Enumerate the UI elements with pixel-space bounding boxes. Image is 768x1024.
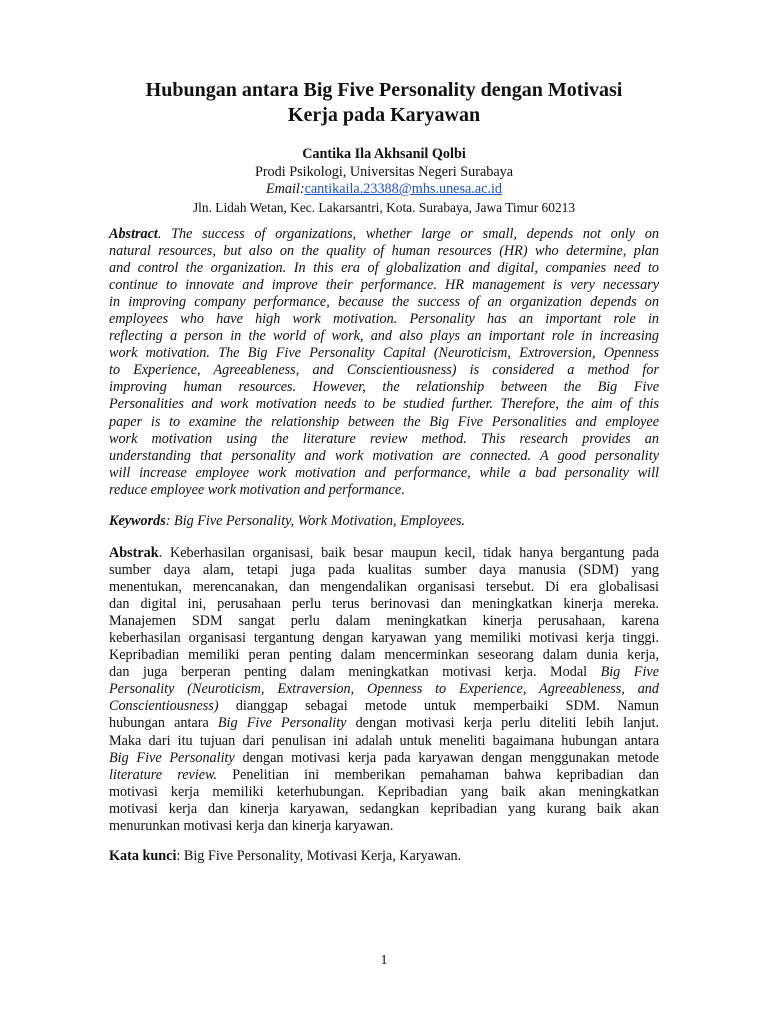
abstract-en-line: continue to innovate and improve their performance. HR management is very necessary xyxy=(109,277,659,294)
abstract-id-line: dan digital ini, perusahaan perlu terus berinovasi dan meningkatkan kinerja mereka. xyxy=(109,596,659,613)
keywords-id-label: Kata kunci xyxy=(109,848,177,864)
abstract-id-line: menentukan, merencanakan, dan mengendalikan organisasi tersebut. Di era globalisasi xyxy=(109,579,659,596)
abstract-id-line: Abstrak. Keberhasilan organisasi, baik besar maupun kecil, tidak hanya bergantung pada xyxy=(109,545,659,561)
email-label: Email: xyxy=(265,181,305,197)
abstract-en-label: Abstract xyxy=(109,226,158,242)
abstract-id-line: motivasi kerja dan kinerja karyawan, sedangkan kepribadian yang kurang baik akan xyxy=(109,800,659,817)
abstract-indonesian xyxy=(109,545,659,835)
abstract-id-line: menurunkan motivasi kerja dan kinerja karyawan. xyxy=(109,817,394,834)
abstract-en-line: employees who have high work motivation. Personality has an important role in xyxy=(109,311,659,328)
abstract-id-line: sumber daya alam, tetapi juga pada kualitas sumber daya manusia (SDM) yang xyxy=(109,562,659,579)
author-name: Cantika Ila Akhsanil Qolbi xyxy=(302,146,466,162)
abstract-id-line: Big Five Personality dengan motivasi kerja pada karyawan dengan menggunakan metode xyxy=(109,749,659,766)
keywords-id-text: : Big Five Personality, Motivasi Kerja, Karyawan. xyxy=(176,848,462,864)
abstract-id-line: keberhasilan organisasi tergantung dengan karyawan yang memiliki motivasi kerja tinggi. xyxy=(109,630,659,647)
abstract-en-line: improving human resources. However, the relationship between the Big Five xyxy=(109,379,659,396)
title-line-2: Kerja pada Karyawan xyxy=(287,104,481,126)
abstract-english xyxy=(109,226,659,499)
author-block xyxy=(100,146,668,216)
abstract-id-line: Personality (Neuroticism, Extraversion, Openness to Experience, Agreeableness, and xyxy=(109,681,659,698)
abstract-en-line: will increase employee work motivation and performance, while a bad personality will xyxy=(109,464,659,481)
page-number: 1 xyxy=(380,953,388,968)
abstract-en-line: Personalities and work motivation needs to be studied further. Therefore, the aim of this xyxy=(109,396,659,413)
abstract-id-line: hubungan antara Big Five Personality dengan motivasi kerja perlu diteliti lebih lanjut. xyxy=(109,715,659,732)
abstract-id-line: Kepribadian memiliki peran penting dalam mencerminkan seseorang dalam dunia kerja, xyxy=(109,647,659,664)
author-affiliation: Prodi Psikologi, Universitas Negeri Surabaya xyxy=(254,163,514,180)
abstract-en-line: and control the organization. In this era of globalization and digital, companies need to xyxy=(109,260,659,277)
abstract-en-line: natural resources, but also on the quality of human resources (HR) who determine, plan xyxy=(109,243,659,260)
author-email-row xyxy=(100,181,668,199)
abstract-en-line: work motivation using the literature review method. This research provides an xyxy=(109,430,659,447)
keywords-indonesian xyxy=(109,848,659,865)
paper-title xyxy=(100,78,668,128)
abstract-en-line: reduce employee work motivation and performance. xyxy=(109,481,405,498)
abstract-id-label: Abstrak xyxy=(109,545,159,561)
keywords-english xyxy=(109,513,659,530)
abstract-id-line: literature review. Penelitian ini memberikan pemahaman bahwa kepribadian dan xyxy=(109,766,659,783)
abstract-en-line: Abstract. The success of organizations, whether large or small, depends not only on xyxy=(109,226,659,242)
abstract-en-line: in improving company performance, because the success of an organization depends on xyxy=(109,294,659,311)
abstract-en-line: paper is to examine the relationship between the Big Five Personalities and employee xyxy=(109,413,659,430)
abstract-id-line: Manajemen SDM sangat perlu dalam meningkatkan kinerja perusahaan, karena xyxy=(109,613,659,630)
keywords-en-label: Keywords xyxy=(109,513,166,529)
abstract-id-line: Conscientiousness) dianggap sebagai metode untuk memperbaiki SDM. Namun xyxy=(109,698,659,715)
keywords-en-text: : Big Five Personality, Work Motivation, Employees. xyxy=(165,513,466,529)
email-link[interactable]: cantikaila.23388@mhs.unesa.ac.id xyxy=(304,181,503,197)
abstract-en-line: to Experience, Agreeableness, and Conscientiousness) is considered a method for xyxy=(109,362,659,379)
author-address: Jln. Lidah Wetan, Kec. Lakarsantri, Kota. Surabaya, Jawa Timur 60213 xyxy=(192,199,576,215)
abstract-id-line: motivasi kerja memiliki keterhubungan. Kepribadian yang baik akan meningkatkan xyxy=(109,783,659,800)
title-line-1: Hubungan antara Big Five Personality dengan Motivasi xyxy=(145,79,623,101)
abstract-en-line: work motivation. The Big Five Personality Capital (Neuroticism, Extroversion, Openness xyxy=(109,345,659,362)
abstract-id-line: Maka dari itu tujuan dari penulisan ini adalah untuk meneliti bagaimana hubungan antara xyxy=(109,732,659,749)
abstract-en-line: understanding that personality and work motivation are connected. A good personality xyxy=(109,447,659,464)
abstract-id-line: dan juga berperan penting dalam meningkatkan motivasi kerja. Modal Big Five xyxy=(109,664,659,681)
abstract-en-line: reflecting a person in the world of work, and also plays an important role in increasing xyxy=(109,328,659,345)
